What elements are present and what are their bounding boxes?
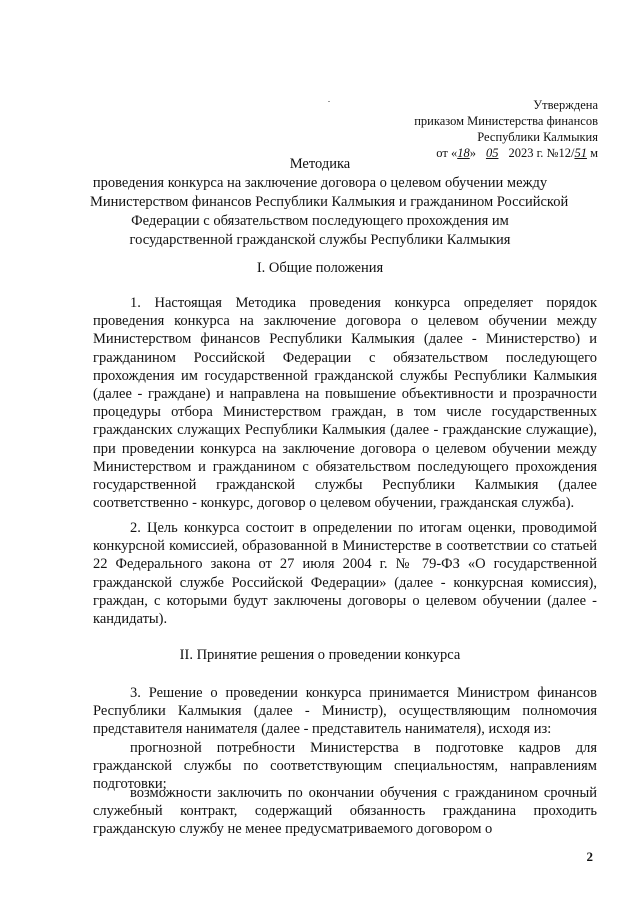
paragraph-3-item-1: прогнозной потребности Министерства в подготовке кадров для гражданской службы по соответствующим специальностям, направлениям подготовки; (93, 740, 597, 793)
approval-stamp (414, 97, 598, 161)
page-number: 2 (586, 849, 593, 864)
title-line: проведения конкурса на заключение договора о целевом обучении между (92, 175, 548, 191)
order-number-handwritten: 51 (574, 146, 587, 160)
paragraph-1: 1. Настоящая Методика проведения конкурса определяет порядок проведения конкурса на заключение договора о целевом обучении между Министерством финансов Республики Калмыкия (далее - Министерство) и гражданином Российской Федерации с обязательством последующего прохождения им государственной гражданской службы Республики Калмыкия (далее - граждане) и направлена на повышение объективности и прозрачности процедуры отбора Министерством граждан, в том числе государственных гражданских служащих Республики Калмыкия (далее - гражданские служащие), при проведении конкурса на заключение договора о целевом обучении между Министерством и гражданином с обязательством последующего прохождения государственной гражданской службы Республики Калмыкия (далее соответственно - конкурс, договор о целевом обучении, гражданская служба). (93, 295, 597, 512)
title-line: государственной гражданской службы Республики Калмыкия (129, 232, 511, 248)
order-suffix: м (586, 146, 598, 160)
approval-line: приказом Министерства финансов (414, 114, 598, 128)
title-line: Федерации с обязательством последующего прохождения им (131, 213, 509, 229)
section-heading-1: I. Общие положения (256, 260, 384, 276)
date-day-handwritten: 18 (457, 146, 470, 160)
date-prefix: от « (436, 146, 458, 160)
date-mid: » (469, 146, 476, 160)
approval-line: Утверждена (533, 98, 598, 112)
paragraph-2: 2. Цель конкурса состоит в определении по итогам оценки, проводимой конкурсной комиссией, образованной в Министерстве в соответствии со статьей 22 Федерального закона от 27 июля 2004 г. № 79-ФЗ «О государственной гражданской службе Российской Федерации» (далее - конкурсная комиссия), граждан, с которыми будут заключены договоры о целевом обучении (далее - кандидаты). (93, 520, 597, 628)
title-heading: Методика (289, 156, 351, 172)
document-title (90, 155, 569, 250)
section-heading-2: II. Принятие решения о проведении конкурса (179, 647, 461, 663)
approval-line: Республики Калмыкия (477, 130, 598, 144)
scan-speck (328, 101, 330, 102)
title-line: Министерством финансов Республики Калмыкия и гражданином Российской (90, 194, 569, 210)
date-month-handwritten: 05 (485, 146, 499, 160)
paragraph-3: 3. Решение о проведении конкурса принимается Министром финансов Республики Калмыкия (далее - Министр), осуществляющим полномочия представителя нанимателя (далее - представитель нанимателя), исходя из: (93, 685, 597, 738)
paragraph-3-item-2: возможности заключить по окончании обучения с гражданином срочный служебный контракт, содержащий обязанность гражданина проходить гражданскую службу не менее предусматриваемого договором о (93, 785, 597, 838)
date-suffix: 2023 г. №12/ (508, 146, 575, 160)
